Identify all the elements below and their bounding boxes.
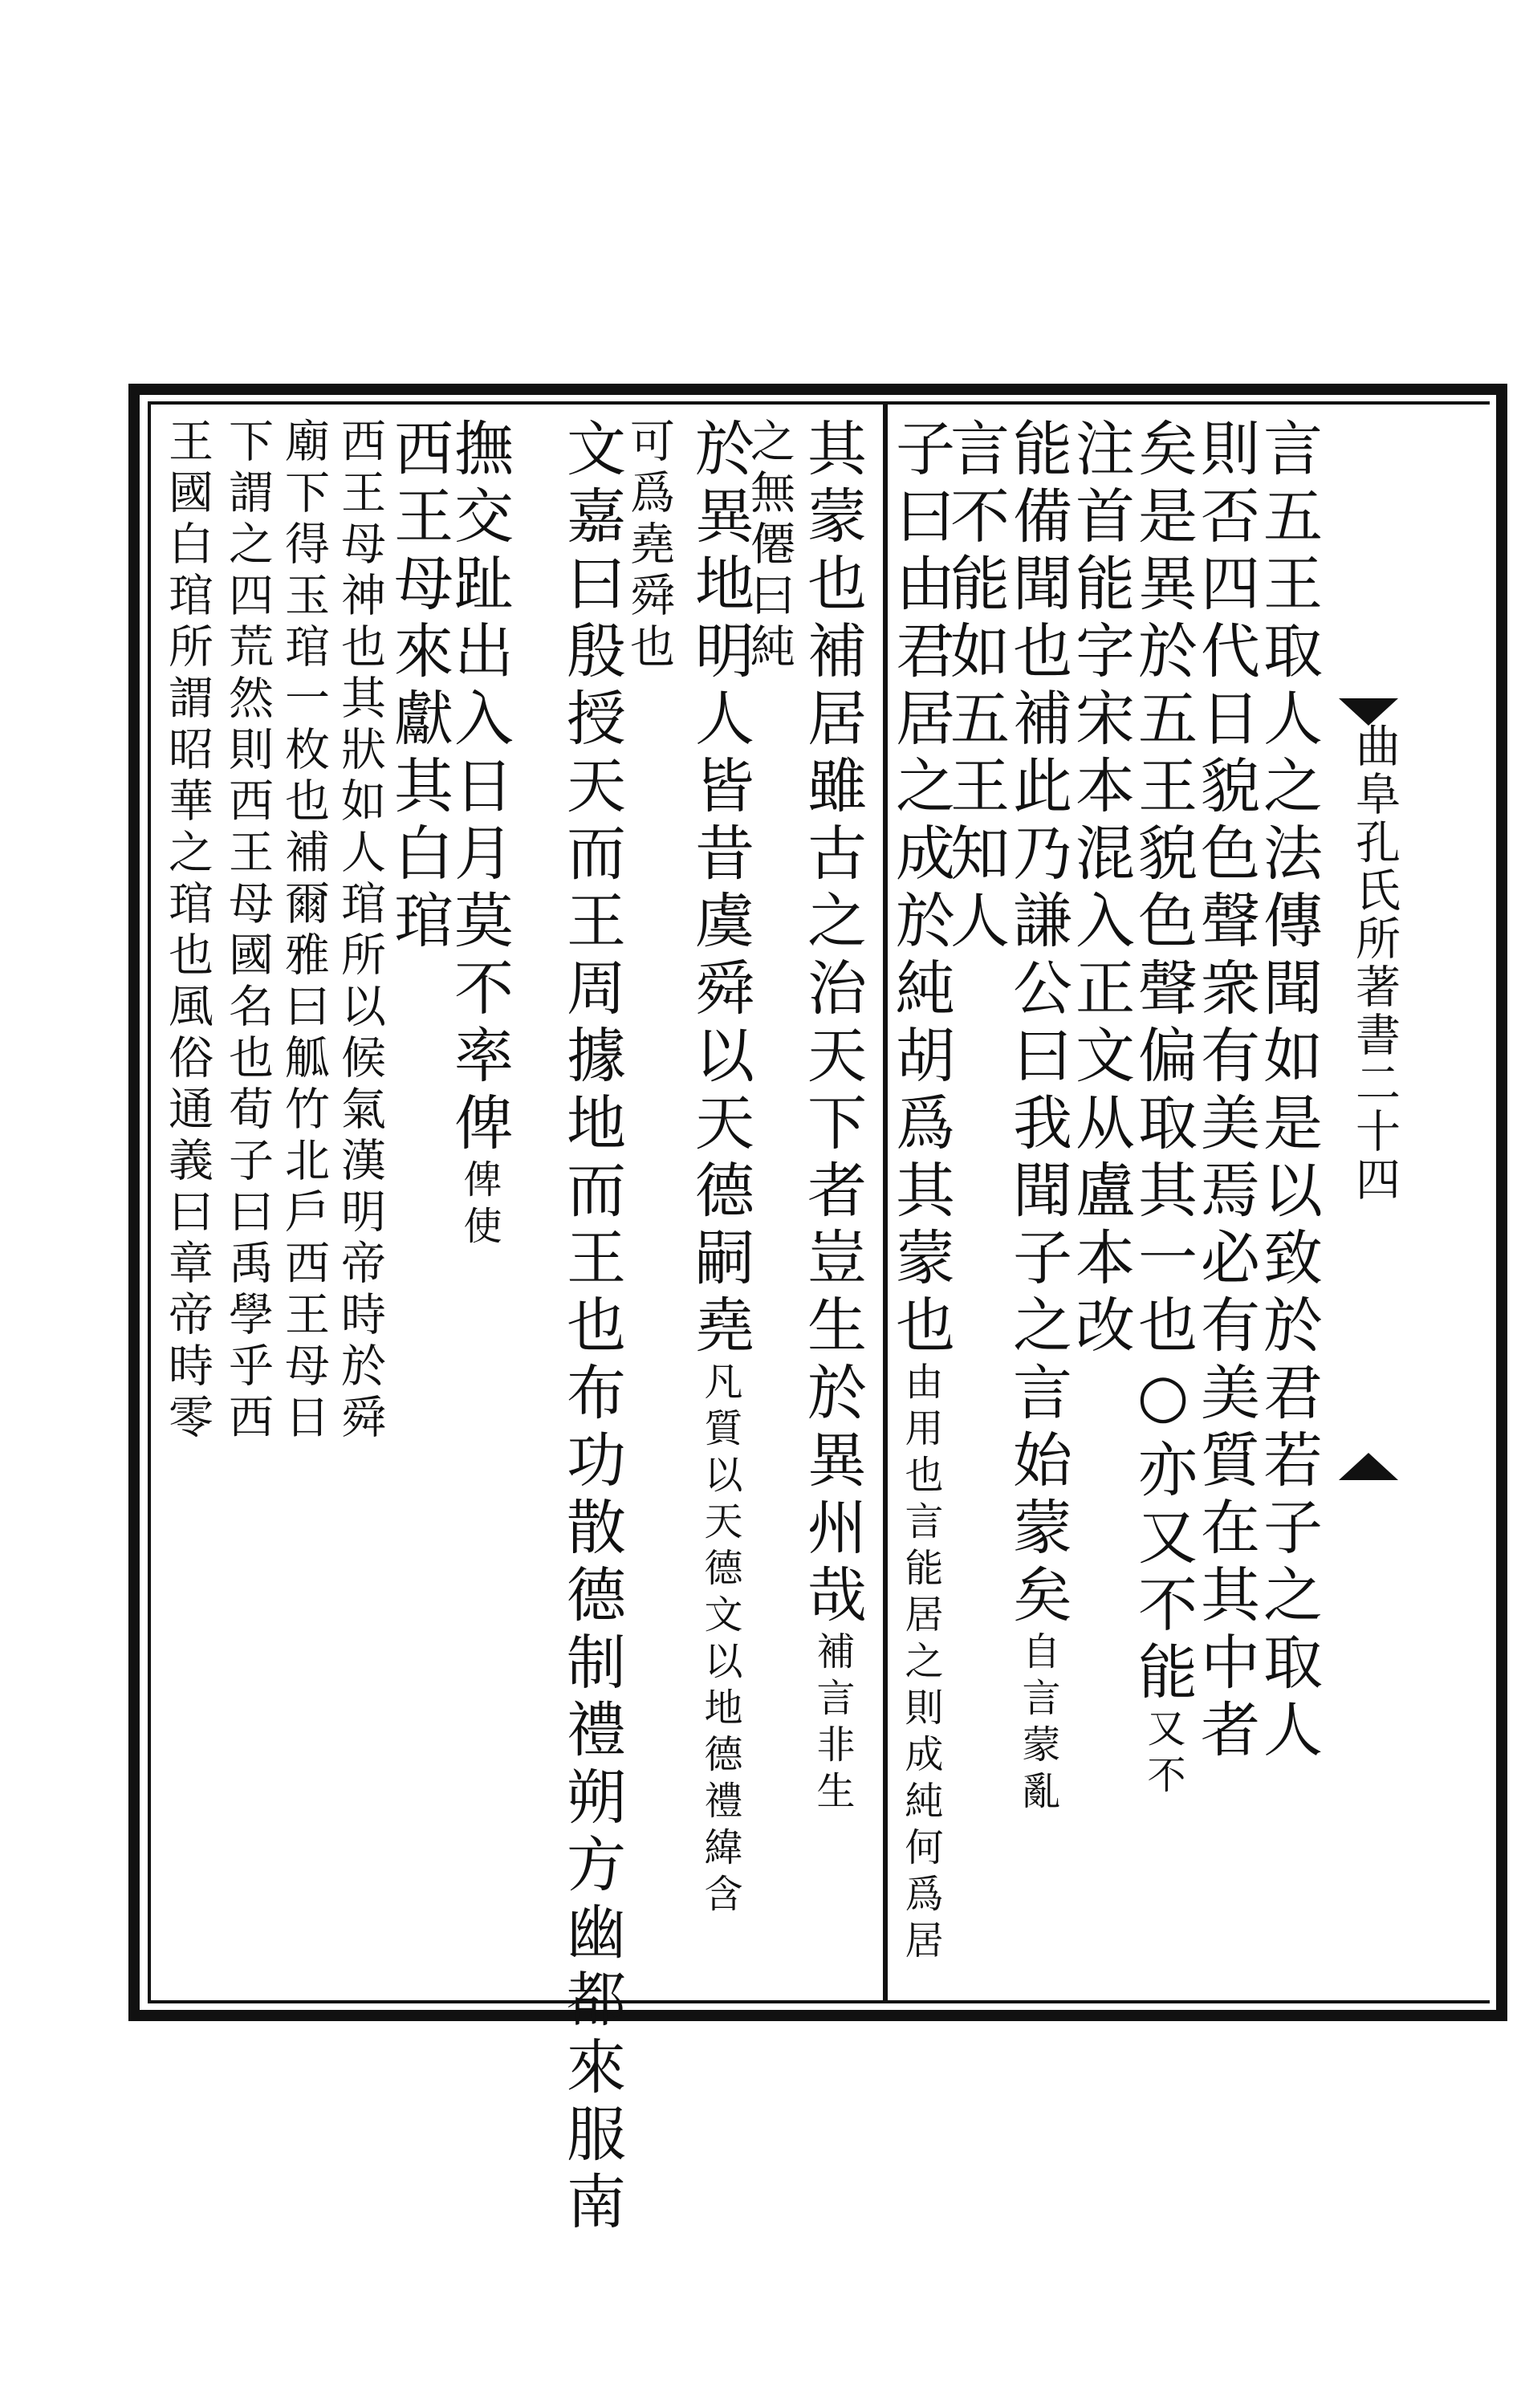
text-column-5 <box>1003 417 1072 1991</box>
main-text: 文嘉曰殷授天而王周據地而王也布功散德制禮朔方幽都來服南 <box>557 417 626 2238</box>
main-text: 下謂之四荒然則西王母國名也荀子曰禹學乎西 <box>222 417 274 1445</box>
text-column-4 <box>1066 417 1135 1991</box>
main-text: 其蒙也補居雖古之治天下者豈生於異州哉 <box>798 417 867 1631</box>
text-column-14 <box>384 417 453 1991</box>
text-column-3 <box>1128 417 1198 1991</box>
main-text: 言不能如五王知人 <box>941 417 1010 957</box>
main-text: 矣是異於五王貌色聲偏取其一也○亦又不能 <box>1128 417 1198 1708</box>
commentary-note: 又不 <box>1141 1708 1185 1801</box>
commentary-note: 自言蒙亂 <box>1015 1631 1060 1817</box>
main-text: 能備聞也補此乃謙公曰我聞子之言始蒙矣 <box>1003 417 1072 1631</box>
text-column-2 <box>1191 417 1260 1991</box>
commentary-note: 凡質以天德文以地德禮緯含 <box>697 1361 742 1920</box>
collection-title: 曲阜孔氏所著書二十四 <box>1348 722 1401 1204</box>
commentary-note: 俾使 <box>457 1159 502 1252</box>
main-text: 於異地明人皆昔虞舜以天德嗣堯 <box>685 417 754 1361</box>
main-text: 廟下得玉琯一枚也補爾雅曰觚竹北戶西王母日 <box>278 417 330 1445</box>
text-column-10 <box>685 417 754 1991</box>
main-text: 注首能字宋本混入正文从盧本改 <box>1066 417 1135 1361</box>
inner-border-top <box>148 401 1490 405</box>
main-text: 可爲堯舜也 <box>623 417 675 674</box>
text-column-11 <box>623 417 675 1991</box>
text-column-12 <box>557 417 626 2238</box>
text-column-1 <box>1254 417 1323 1991</box>
main-text: 言五王取人之法傳聞如是以致於君若子之取人 <box>1254 417 1323 1766</box>
text-column-7 <box>886 417 955 1991</box>
inner-border-bottom <box>148 2000 1490 2003</box>
text-column-18 <box>161 417 214 1991</box>
text-column-13 <box>445 417 514 1991</box>
text-column-15 <box>334 417 386 1991</box>
commentary-note: 補言非生 <box>810 1631 855 1817</box>
main-text: 子曰由君居之成於純胡爲其蒙也 <box>886 417 955 1361</box>
inner-border-left <box>148 401 151 2003</box>
text-column-8 <box>798 417 867 1991</box>
main-text: 撫交趾出入日月莫不率俾 <box>445 417 514 1159</box>
main-text: 之無僊曰純 <box>743 417 795 674</box>
commentary-note: 由用也言能居之則成純何爲居 <box>898 1361 943 1967</box>
text-column-17 <box>222 417 274 1991</box>
main-text: 西王母來獻其白琯 <box>384 417 453 957</box>
page-gutter-heading <box>1340 722 1401 1750</box>
main-text: 王國白琯所謂昭華之琯也風俗通義曰章帝時零 <box>161 417 214 1445</box>
main-text: 則否四代日貌色聲衆有美焉必有美質在其中者 <box>1191 417 1260 1766</box>
main-text: 西王母神也其狀如人琯所以候氣漢明帝時於舜 <box>334 417 386 1445</box>
text-column-16 <box>278 417 330 1991</box>
